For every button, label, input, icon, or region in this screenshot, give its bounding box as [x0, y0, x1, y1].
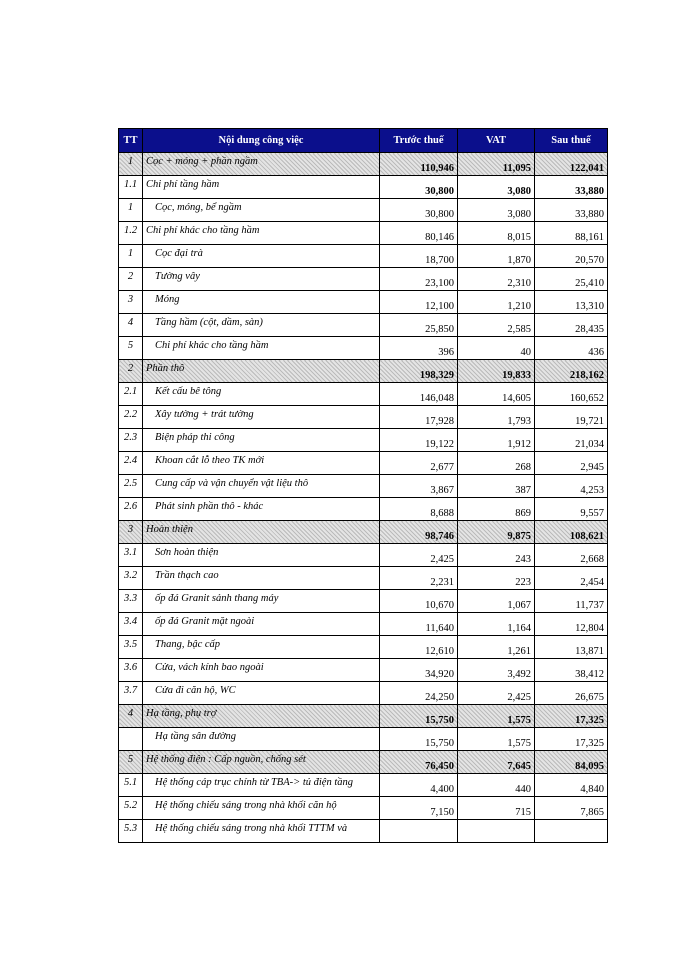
cell-truoc-thue: 2,425: [380, 544, 458, 567]
cell-noi-dung: Cửa đi căn hộ, WC: [143, 682, 380, 705]
cell-sau-thue: 17,325: [535, 705, 608, 728]
cell-noi-dung: Tầng hầm (cột, dầm, sàn): [143, 314, 380, 337]
header-truoc-thue: Trước thuế: [380, 129, 458, 153]
cell-truoc-thue: 15,750: [380, 728, 458, 751]
cell-truoc-thue: 8,688: [380, 498, 458, 521]
cell-tt: 3.4: [119, 613, 143, 636]
cell-noi-dung: Chi phí tầng hầm: [143, 176, 380, 199]
cell-vat: 223: [458, 567, 535, 590]
cell-noi-dung: Móng: [143, 291, 380, 314]
cell-vat: 1,575: [458, 705, 535, 728]
table-row: [119, 567, 608, 590]
cell-noi-dung: Hoàn thiện: [143, 521, 380, 544]
cell-noi-dung: ốp đá Granit sảnh thang máy: [143, 590, 380, 613]
cell-noi-dung: Tường vây: [143, 268, 380, 291]
cell-noi-dung: Hệ thống chiếu sáng trong nhà khối căn hộ: [143, 797, 380, 820]
cell-vat: 11,095: [458, 153, 535, 176]
table-row: [119, 498, 608, 521]
cell-tt: 2.6: [119, 498, 143, 521]
cell-sau-thue: 218,162: [535, 360, 608, 383]
cell-tt: 2.4: [119, 452, 143, 475]
cell-tt: 5.3: [119, 820, 143, 843]
cell-noi-dung: Cung cấp và vận chuyển vật liệu thô: [143, 475, 380, 498]
cell-truoc-thue: 24,250: [380, 682, 458, 705]
table-row: [119, 613, 608, 636]
cell-noi-dung: Trần thạch cao: [143, 567, 380, 590]
table-row: [119, 774, 608, 797]
table-row: [119, 176, 608, 199]
cell-tt: 1.1: [119, 176, 143, 199]
cell-vat: 8,015: [458, 222, 535, 245]
cell-sau-thue: 19,721: [535, 406, 608, 429]
cell-sau-thue: 21,034: [535, 429, 608, 452]
cell-truoc-thue: 396: [380, 337, 458, 360]
cell-tt: 5.1: [119, 774, 143, 797]
cell-sau-thue: 108,621: [535, 521, 608, 544]
cell-tt: 2.1: [119, 383, 143, 406]
cell-vat: 1,164: [458, 613, 535, 636]
cell-noi-dung: Hệ thống điện : Cấp nguồn, chống sét: [143, 751, 380, 774]
cell-truoc-thue: 17,928: [380, 406, 458, 429]
cell-truoc-thue: 30,800: [380, 199, 458, 222]
header-noi-dung: Nội dung công việc: [143, 129, 380, 153]
cell-noi-dung: Cọc, móng, bể ngầm: [143, 199, 380, 222]
table-row: [119, 475, 608, 498]
cell-sau-thue: 88,161: [535, 222, 608, 245]
cell-noi-dung: Phát sinh phần thô - khác: [143, 498, 380, 521]
document-page: [118, 128, 607, 843]
cell-tt: 3.7: [119, 682, 143, 705]
cell-tt: 1: [119, 245, 143, 268]
table-row: [119, 222, 608, 245]
cell-vat: 9,875: [458, 521, 535, 544]
cell-vat: 2,585: [458, 314, 535, 337]
cell-vat: 3,080: [458, 176, 535, 199]
cell-tt: 5: [119, 337, 143, 360]
cell-sau-thue: [535, 820, 608, 843]
header-row: [119, 129, 608, 153]
cell-truoc-thue: 12,610: [380, 636, 458, 659]
cell-vat: [458, 820, 535, 843]
cell-tt: 2: [119, 360, 143, 383]
cell-sau-thue: 4,840: [535, 774, 608, 797]
cell-sau-thue: 28,435: [535, 314, 608, 337]
table-row-group: [119, 521, 608, 544]
table-row-group: [119, 153, 608, 176]
cell-sau-thue: 160,652: [535, 383, 608, 406]
cell-noi-dung: Hệ thống chiếu sáng trong nhà khối TTTM và: [143, 820, 380, 843]
table-row: [119, 636, 608, 659]
cell-noi-dung: Hạ tầng sân đường: [143, 728, 380, 751]
cell-truoc-thue: 110,946: [380, 153, 458, 176]
header-sau-thue: Sau thuế: [535, 129, 608, 153]
cell-sau-thue: 2,945: [535, 452, 608, 475]
cell-truoc-thue: 25,850: [380, 314, 458, 337]
cell-vat: 7,645: [458, 751, 535, 774]
cell-truoc-thue: 2,677: [380, 452, 458, 475]
cell-tt: 3: [119, 521, 143, 544]
table-body: [119, 153, 608, 843]
cell-noi-dung: Thang, bậc cấp: [143, 636, 380, 659]
cell-tt: 2: [119, 268, 143, 291]
cell-noi-dung: Hệ thống cáp trục chính từ TBA-> tủ điện tầng: [143, 774, 380, 797]
table-row: [119, 544, 608, 567]
table-row: [119, 820, 608, 843]
header-vat: VAT: [458, 129, 535, 153]
cell-tt: 4: [119, 705, 143, 728]
cell-noi-dung: Phần thô: [143, 360, 380, 383]
cell-tt: 3.2: [119, 567, 143, 590]
table-row-group: [119, 751, 608, 774]
cell-tt: 4: [119, 314, 143, 337]
cell-truoc-thue: 19,122: [380, 429, 458, 452]
cell-truoc-thue: 12,100: [380, 291, 458, 314]
cell-tt: 2.5: [119, 475, 143, 498]
cell-truoc-thue: 76,450: [380, 751, 458, 774]
cell-sau-thue: 2,454: [535, 567, 608, 590]
cell-vat: 268: [458, 452, 535, 475]
cell-truoc-thue: 146,048: [380, 383, 458, 406]
cell-vat: 2,425: [458, 682, 535, 705]
cell-sau-thue: 38,412: [535, 659, 608, 682]
table-row: [119, 291, 608, 314]
cell-tt: 5: [119, 751, 143, 774]
cell-truoc-thue: 80,146: [380, 222, 458, 245]
table-row: [119, 590, 608, 613]
cell-tt: 3: [119, 291, 143, 314]
cell-sau-thue: 9,557: [535, 498, 608, 521]
table-row-group: [119, 705, 608, 728]
table-row: [119, 452, 608, 475]
cell-truoc-thue: 7,150: [380, 797, 458, 820]
cell-truoc-thue: 10,670: [380, 590, 458, 613]
cell-vat: 440: [458, 774, 535, 797]
cell-tt: [119, 728, 143, 751]
cost-table: [118, 128, 608, 843]
cell-vat: 869: [458, 498, 535, 521]
table-row: [119, 682, 608, 705]
cell-truoc-thue: 4,400: [380, 774, 458, 797]
cell-sau-thue: 7,865: [535, 797, 608, 820]
cell-noi-dung: Chi phí khác cho tầng hầm: [143, 337, 380, 360]
cell-vat: 19,833: [458, 360, 535, 383]
cell-sau-thue: 26,675: [535, 682, 608, 705]
cell-truoc-thue: 30,800: [380, 176, 458, 199]
cell-tt: 3.1: [119, 544, 143, 567]
cell-noi-dung: Chi phí khác cho tầng hầm: [143, 222, 380, 245]
cell-sau-thue: 4,253: [535, 475, 608, 498]
cell-sau-thue: 12,804: [535, 613, 608, 636]
cell-vat: 3,080: [458, 199, 535, 222]
cell-truoc-thue: 23,100: [380, 268, 458, 291]
cell-vat: 1,261: [458, 636, 535, 659]
cell-sau-thue: 13,310: [535, 291, 608, 314]
cell-noi-dung: Cọc đại trà: [143, 245, 380, 268]
cell-sau-thue: 33,880: [535, 199, 608, 222]
cell-truoc-thue: [380, 820, 458, 843]
cell-vat: 3,492: [458, 659, 535, 682]
cell-noi-dung: ốp đá Granit mặt ngoài: [143, 613, 380, 636]
cell-vat: 14,605: [458, 383, 535, 406]
cell-vat: 2,310: [458, 268, 535, 291]
cell-sau-thue: 33,880: [535, 176, 608, 199]
cell-tt: 1: [119, 199, 143, 222]
cell-vat: 715: [458, 797, 535, 820]
cell-noi-dung: Sơn hoàn thiện: [143, 544, 380, 567]
cell-tt: 3.3: [119, 590, 143, 613]
cell-tt: 2.2: [119, 406, 143, 429]
cell-truoc-thue: 3,867: [380, 475, 458, 498]
cell-noi-dung: Hạ tầng, phụ trợ: [143, 705, 380, 728]
cell-noi-dung: Khoan cắt lỗ theo TK mới: [143, 452, 380, 475]
cell-tt: 1: [119, 153, 143, 176]
table-row: [119, 268, 608, 291]
table-row: [119, 797, 608, 820]
cell-sau-thue: 84,095: [535, 751, 608, 774]
table-row: [119, 406, 608, 429]
cell-vat: 1,210: [458, 291, 535, 314]
cell-vat: 1,870: [458, 245, 535, 268]
cell-truoc-thue: 198,329: [380, 360, 458, 383]
cell-tt: 2.3: [119, 429, 143, 452]
cell-tt: 1.2: [119, 222, 143, 245]
table-row-group: [119, 360, 608, 383]
cell-tt: 5.2: [119, 797, 143, 820]
cell-vat: 1,575: [458, 728, 535, 751]
cell-sau-thue: 20,570: [535, 245, 608, 268]
cell-tt: 3.6: [119, 659, 143, 682]
cell-tt: 3.5: [119, 636, 143, 659]
cell-noi-dung: Xây tường + trát tường: [143, 406, 380, 429]
cell-truoc-thue: 18,700: [380, 245, 458, 268]
cell-sau-thue: 2,668: [535, 544, 608, 567]
cell-sau-thue: 17,325: [535, 728, 608, 751]
table-row: [119, 659, 608, 682]
cell-vat: 1,067: [458, 590, 535, 613]
cell-truoc-thue: 34,920: [380, 659, 458, 682]
cell-noi-dung: Cọc + móng + phần ngầm: [143, 153, 380, 176]
cell-vat: 243: [458, 544, 535, 567]
cell-truoc-thue: 11,640: [380, 613, 458, 636]
cell-noi-dung: Biện pháp thi công: [143, 429, 380, 452]
cell-vat: 387: [458, 475, 535, 498]
table-row: [119, 429, 608, 452]
cell-vat: 1,793: [458, 406, 535, 429]
table-row: [119, 337, 608, 360]
cell-noi-dung: Kết cấu bê tông: [143, 383, 380, 406]
cell-vat: 1,912: [458, 429, 535, 452]
cell-truoc-thue: 15,750: [380, 705, 458, 728]
cell-sau-thue: 25,410: [535, 268, 608, 291]
table-row: [119, 383, 608, 406]
table-row: [119, 314, 608, 337]
cell-truoc-thue: 2,231: [380, 567, 458, 590]
cell-noi-dung: Cửa, vách kính bao ngoài: [143, 659, 380, 682]
cell-sau-thue: 13,871: [535, 636, 608, 659]
cell-truoc-thue: 98,746: [380, 521, 458, 544]
cell-sau-thue: 122,041: [535, 153, 608, 176]
table-row: [119, 728, 608, 751]
table-row: [119, 245, 608, 268]
cell-vat: 40: [458, 337, 535, 360]
table-row: [119, 199, 608, 222]
header-tt: TT: [119, 129, 143, 153]
cell-sau-thue: 11,737: [535, 590, 608, 613]
cell-sau-thue: 436: [535, 337, 608, 360]
